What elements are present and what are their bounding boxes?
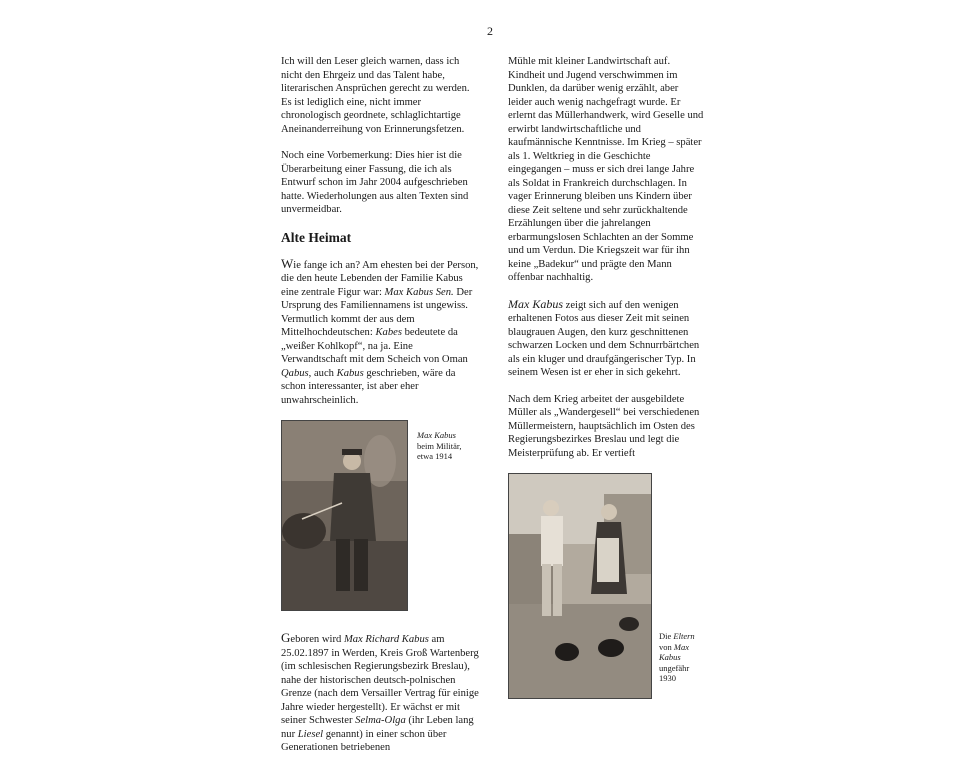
soldier-caption (417, 430, 473, 462)
note-paragraph: Noch eine Vorbemerkung: Dies hier ist die Überarbeitung einer Fassung, die ich als Entwurf schon im Jahr 2004 aufgeschrieben hatte. Wiederholungen aus alten Texten sind unvermeidbar. (281, 150, 469, 215)
mill-paragraph: Mühle mit kleiner Landwirtschaft auf. Kindheit und Jugend verschwimmen im Dunklen, da darüber wenig erzählt, aber leider auch wenig nachgefragt wurde. Er erlernt das Müllerhandwerk, wird Geselle und erwirbt landwirtschaftliche und kaufmännische Kenntnisse. Im Krieg – später als 1. Weltkrieg in die Geschichte eingegangen – muss er sich drei lange Jahre als Soldat in Frankreich durchschlagen. In vager Erinnerung bleiben uns Kindern über diese Zeit seltene und sehr zurückhaltende Erzählungen über die jahrelangen erbarmungslosen Schlachten an der Somme und um Verdun. Die Kriegszeit war für ihn keine „Badekur“ und prägte den Mann offenbar nachhaltig. (508, 56, 704, 283)
name-emphasis: Selma-Olga (355, 715, 406, 726)
war-end-paragraph: Nach dem Krieg arbeitet der ausgebildete Müller als „Wandergesell“ bei verschiedenen Müllermeistern, hauptsächlich im Osten des Regierungsbezirkes Breslau und legt die Meisterprüfung ab. Er vertieft (508, 393, 700, 459)
word-emphasis: Qabus (281, 367, 309, 379)
page-number: 2 (487, 24, 493, 38)
figure-soldier (281, 420, 481, 611)
text-run: Der Ursprung des Familiennamens ist ungewiss. Vermutlich kommt der aus dem Mittelhochdeutschen: (281, 286, 473, 338)
caption-text: Die (659, 631, 674, 641)
text-run: (ihr Leben lang nur (281, 715, 474, 740)
text-run: eboren wird (290, 634, 344, 645)
parents-photo-illustration (509, 474, 651, 698)
parents-caption (659, 631, 701, 684)
text-run: genannt) in einer schon über Generationen betriebenen (281, 728, 447, 753)
text-run: zeigt sich auf den wenigen erhaltenen Fotos aus dieser Zeit mit seinen blaugrauen Augen, den kurz geschnittenen schwarzen Locken und dem Schnurrbärtchen als ein kluger und draufgängerischer Typ. In seinem Wesen ist er eher in sich gekehrt. (508, 299, 700, 378)
caption-emphasis: Eltern (673, 631, 695, 641)
name-emphasis: Max Kabus Sen. (384, 286, 454, 298)
left-column (281, 55, 481, 768)
caption-name: Max Kabus (659, 641, 689, 662)
word-emphasis: Kabes (375, 327, 402, 338)
dropcap-letter: W (281, 255, 294, 271)
name-emphasis: Liesel (297, 728, 324, 740)
text-run: bedeutete da „weißer Kohlkopf“, na ja. Eine Verwandtschaft mit dem Scheich von Oman (281, 327, 468, 365)
word-emphasis: Kabus (336, 367, 364, 379)
caption-text: ungefähr 1930 (659, 662, 690, 683)
dropcap-letter: G (281, 630, 291, 645)
text-run: am 25.02.1897 in Werden, Kreis Groß Wartenberg (im schlesischen Regierungsbezirk Breslau), nahe der historischen deutsch-polnischen Grenze (nach dem Versailler Vertrag für einige Jahre wieder hergestellt). Er wächst er mit seiner Schwester (281, 634, 479, 726)
text-run: ie fange ich an? Am ehesten bei der Person, die den heute Lebenden der Familie Kabus eine zentrale Figur war: (281, 259, 479, 298)
intro-paragraph: Ich will den Leser gleich warnen, dass ich nicht den Ehrgeiz und das Talent habe, literarischen Ansprüchen gerecht zu werden. Es ist lediglich eine, nicht immer chronologisch geordnete, schlaglichtartige Aneinanderreihung von Erinnerungsfetzen. (281, 56, 470, 135)
section-heading: Alte Heimat (281, 229, 352, 245)
text-run: , auch (308, 367, 337, 379)
name-emphasis: Max Kabus (508, 296, 563, 311)
soldier-photo (281, 420, 408, 611)
right-column (508, 55, 704, 719)
photo-description-paragraph (508, 298, 704, 380)
caption-text: von (659, 641, 674, 652)
name-emphasis: Max Richard Kabus (343, 634, 429, 645)
parents-photo (508, 473, 652, 699)
origin-paragraph (281, 257, 481, 408)
caption-text: beim Militär, etwa 1914 (417, 440, 462, 461)
birth-paragraph (281, 631, 481, 755)
soldier-photo-illustration (282, 421, 407, 610)
text-run: geschrieben, wäre da schon interessanter, ist aber eher unwahrscheinlich. (281, 367, 456, 406)
caption-name: Max Kabus (417, 430, 456, 440)
figure-parents (508, 473, 704, 699)
